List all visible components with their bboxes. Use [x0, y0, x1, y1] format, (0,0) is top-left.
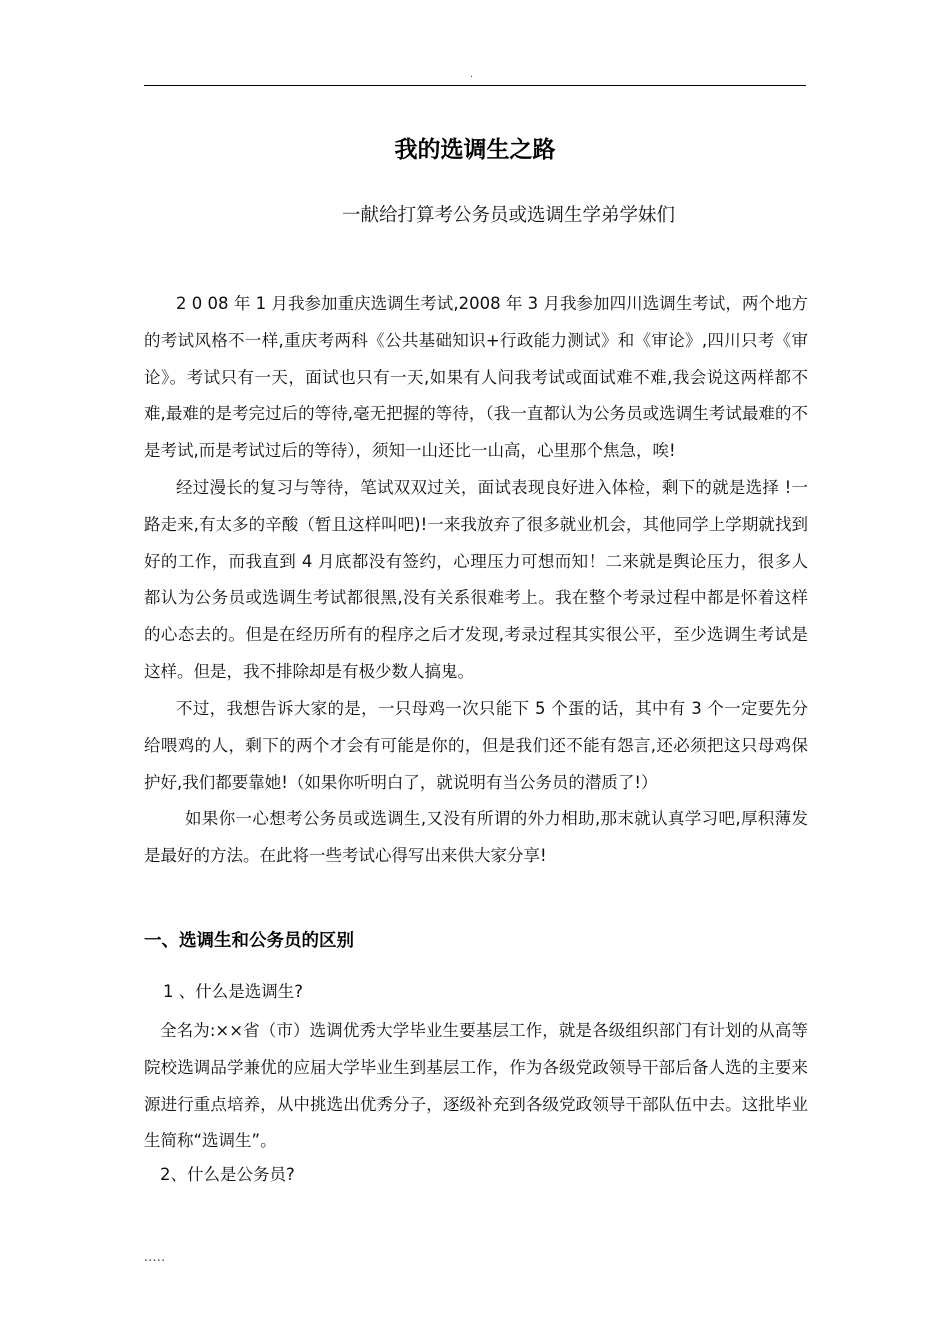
document-title: 我的选调生之路	[394, 137, 556, 163]
footer-mark: .....	[144, 1250, 166, 1264]
paragraph-hen-metaphor: 不过，我想告诉大家的是，一只母鸡一次只能下 5 个蛋的话，其中有 3 个一定要先分给喂鸡的人，剩下的两个才会有可能是你的，但是我们还不能有怨言,还必须把这只母鸡保护好,我们都要靠她!（如果你听明白了，就说明有当公务员的潜质了!）	[144, 699, 808, 792]
question-what-is-gongwuyuan: 2、什么是公务员?	[160, 1165, 295, 1184]
answer-xuandiaosheng: 全名为:××省（市）选调优秀大学毕业生要基层工作，就是各级组织部门有计划的从高等院校选调品学兼优的应届大学毕业生到基层工作，作为各级党政领导干部后备人选的主要来源进行重点培养，从中挑选出优秀分子，逐级补充到各级党政领导干部队伍中去。这批毕业生简称“选调生”。	[144, 1021, 808, 1151]
header-rule	[144, 85, 806, 86]
question-what-is-xuandiaosheng: 1 、什么是选调生?	[163, 982, 304, 1001]
paragraph-advice: 如果你一心想考公务员或选调生,又没有所谓的外力相助,那末就认真学习吧,厚积薄发是最好的方法。在此将一些考试心得写出来供大家分享!	[144, 809, 808, 865]
paragraph-intro: 2 0 08 年 1 月我参加重庆选调生考试,2008 年 3 月我参加四川选调生考试，两个地方的考试风格不一样,重庆考两科《公共基础知识+行政能力测试》和《审论》,四川只考《审论》。考试只有一天，面试也只有一天,如果有人问我考试或面试难不难,我会说这两样都不难,最难的是考完过后的等待,毫无把握的等待，（我一直都认为公务员或选调生考试最难的不是考试,而是考试过后的等待），须知一山还比一山高，心里那个焦急，唉!	[144, 294, 808, 461]
header-mark: .	[470, 69, 474, 80]
section-heading: 一、选调生和公务员的区别	[144, 931, 354, 951]
document-subtitle: 一献给打算考公务员或选调生学弟学妹们	[342, 205, 676, 226]
paragraph-experience: 经过漫长的复习与等待，笔试双双过关，面试表现良好进入体检，剩下的就是选择 !一路走来,有太多的辛酸（暂且这样叫吧)!一来我放弃了很多就业机会，其他同学上学期就找到好的工作，而我直到 4 月底都没有签约，心理压力可想而知！二来就是舆论压力，很多人都认为公务员或选调生考试都很黑,没有关系很难考上。我在整个考录过程中都是怀着这样的心态去的。但是在经历所有的程序之后才发现,考录过程其实很公平，至少选调生考试是这样。但是，我不排除却是有极少数人搞鬼。	[144, 478, 808, 681]
